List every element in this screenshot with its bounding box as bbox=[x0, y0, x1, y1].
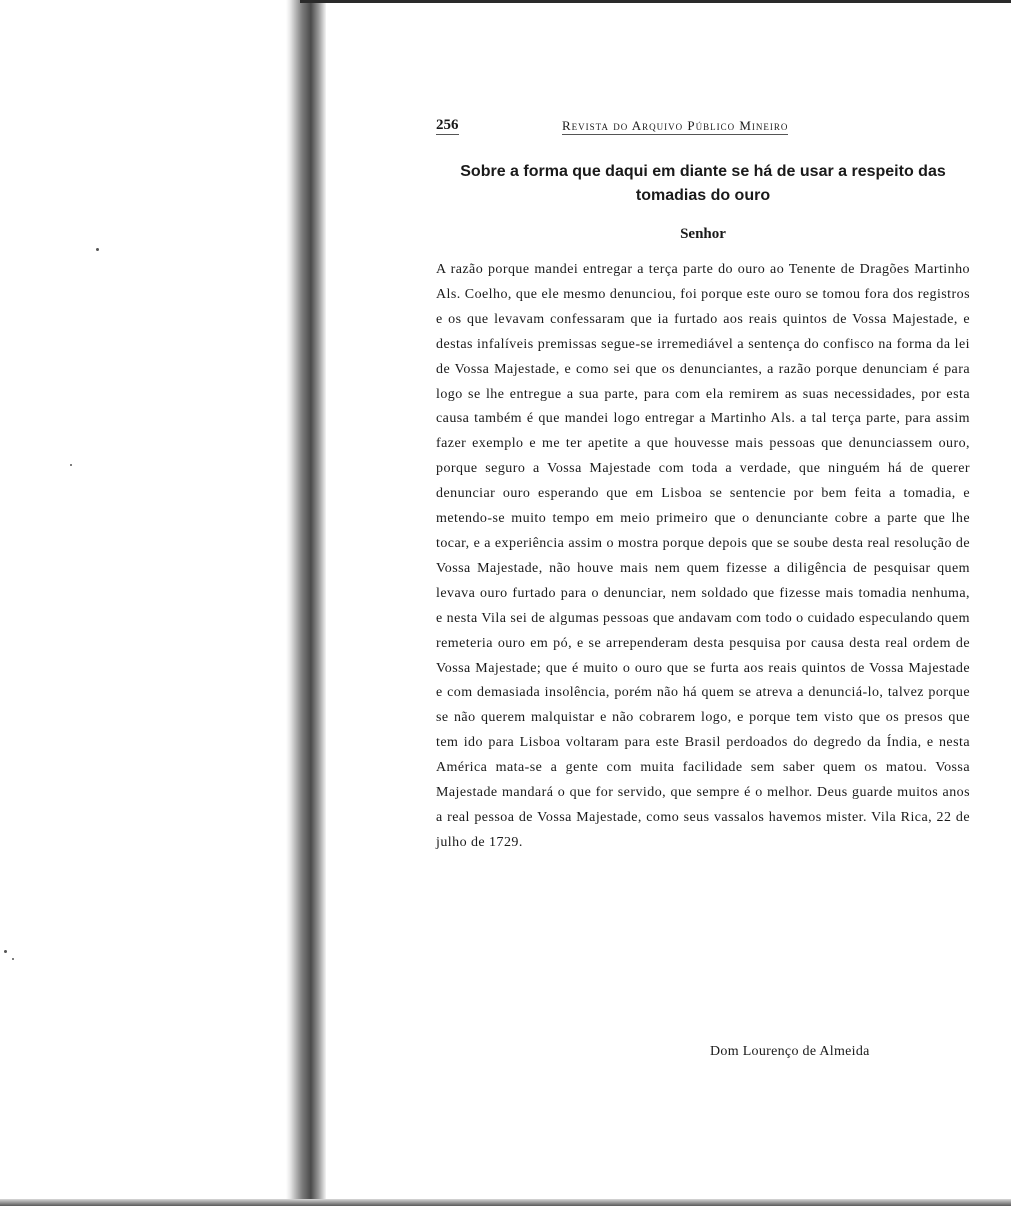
page-number: 256 bbox=[436, 117, 459, 133]
page-top-edge bbox=[300, 0, 1011, 3]
running-title: Revista do Arquivo Público Mineiro bbox=[562, 118, 789, 133]
article-title: Sobre a forma que daqui em diante se há de usar a respeito das tomadias do ouro bbox=[460, 163, 946, 204]
page-bottom-edge bbox=[0, 1199, 1011, 1206]
body-text: A razão porque mandei entregar a terça parte do ouro ao Tenente de Dragões Martinho Als. Coelho, que ele mesmo denunciou, foi porque este ouro se tomou fora dos registros e os que levavam confessaram que ia furtado aos reais quintos de Vossa Majestade, e destas infalíveis premissas segue-se irremediável a sentença do confisco na forma da lei de Vossa Majestade, e como sei que os denunciantes, a razão porque denunciam é para logo se lhe entregue a sua parte, para com ela remirem as suas necessidades, por esta causa também é que mandei logo entregar a Martinho Als. a tal terça parte, para assim fazer exemplo e me ter apetite a que houvesse mais pessoas que denunciassem ouro, porque seguro a Vossa Majestade com toda a verdade, que ninguém há de querer denunciar ouro esperando que em Lisboa se sentencie por bem feita a tomadia, e metendo-se muito tempo em meio primeiro que o denunciante cobre a parte que lhe tocar, e a experiência assim o mostra porque depois que se soube desta real resolução de Vossa Majestade, não houve mais nem quem fizesse a diligência de pesquisar quem levava ouro furtado para o denunciar, nem soldado que fizesse mais tomadia nenhuma, e nesta Vila sei de algumas pessoas que andavam com todo o cuidado especulando quem remeteria ouro em pó, e se arrependeram desta pesquisa por causa desta real ordem de Vossa Majestade; que é muito o ouro que se furta aos reais quintos de Vossa Majestade e com demasiada insolência, porém não há quem se atreva a denunciá-lo, talvez porque se não querem malquistar e não cobrarem logo, e porque tem visto que os presos que tem ido para Lisboa voltaram para este Brasil perdoados do degredo da Índia, e nesta América mata-se a gente com muita facilidade sem saber quem os matou. Vossa Majestade mandará o que for servido, que sempre é o melhor. Deus guarde muitos anos a real pessoa de Vossa Majestade, como seus vassalos havemos mister. Vila Rica, 22 de julho de 1729. bbox=[436, 262, 970, 850]
page-header bbox=[436, 116, 970, 140]
salutation: Senhor bbox=[680, 226, 726, 242]
book-binding-shadow bbox=[286, 0, 326, 1206]
scan-speck bbox=[96, 248, 99, 251]
signature: Dom Lourenço de Almeida bbox=[710, 1044, 870, 1059]
scan-speck bbox=[4, 950, 7, 953]
scan-speck bbox=[12, 958, 14, 960]
scan-speck bbox=[70, 464, 72, 466]
